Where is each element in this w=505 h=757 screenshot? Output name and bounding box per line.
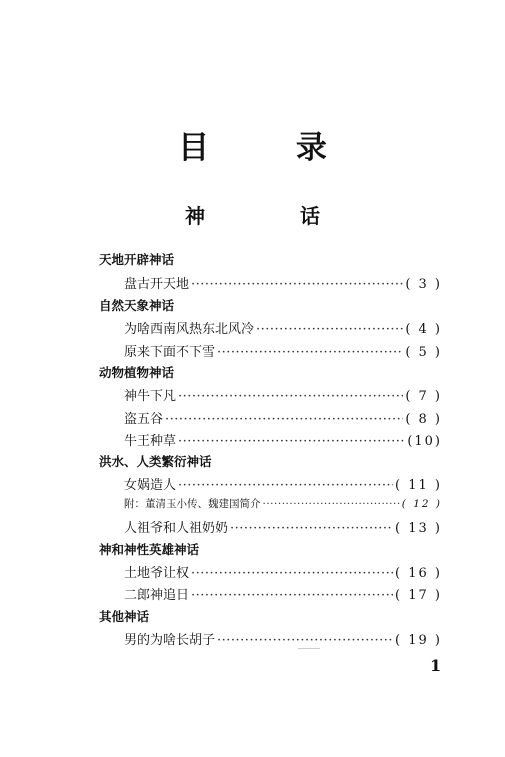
toc-entry-page: ( 3 ) <box>405 277 442 292</box>
dot-leader <box>230 521 393 536</box>
dot-leader <box>178 389 403 404</box>
toc-entry-appendix <box>124 496 442 514</box>
toc-entry <box>124 408 442 426</box>
toc-entry-title: 二郎神追日 <box>124 588 190 603</box>
toc-entry <box>124 517 442 535</box>
toc-section-heading: 洪水、人类繁衍神话 <box>99 454 212 469</box>
dot-leader <box>178 434 405 449</box>
toc-entry-page: ( 16 ) <box>395 566 442 581</box>
toc-section-heading: 天地开辟神话 <box>99 252 175 267</box>
toc-entry <box>124 273 442 291</box>
toc-entry-page: ( 4 ) <box>405 322 442 337</box>
toc-entry-title: 盗五谷 <box>124 412 164 427</box>
toc-entry-title: 附：董清玉小传、魏建国简介 <box>124 498 261 510</box>
dot-leader <box>191 566 393 581</box>
toc-entry-page: (10) <box>407 434 442 449</box>
toc-entry <box>124 629 442 647</box>
toc-entry-page: ( 13 ) <box>395 521 442 536</box>
toc-entry-title: 人祖爷和人祖奶奶 <box>124 521 229 536</box>
toc-entry <box>124 341 442 359</box>
dot-leader <box>191 277 403 292</box>
toc-entry-title: 盘古开天地 <box>124 277 190 292</box>
toc-section-heading: 神和神性英雄神话 <box>99 542 200 557</box>
page-title: 目 录 <box>178 130 365 166</box>
dot-leader <box>165 412 403 427</box>
toc-section-heading: 其他神话 <box>99 609 150 624</box>
toc-entry-title: 神牛下凡 <box>124 389 177 404</box>
dot-leader <box>191 588 393 603</box>
section-heading: 神 话 <box>185 204 364 228</box>
toc-entry-title: 土地爷让权 <box>124 566 190 581</box>
toc-entry-page: ( 7 ) <box>405 389 442 404</box>
toc-entry <box>124 562 442 580</box>
toc-entry <box>124 385 442 403</box>
page-number: 1 <box>430 656 442 675</box>
toc-entry-page: ( 12 ) <box>401 498 442 510</box>
dot-leader <box>217 633 393 648</box>
scan-smudge <box>298 648 320 649</box>
toc-entry-title: 男的为啥长胡子 <box>124 633 216 648</box>
toc-entry-page: ( 19 ) <box>395 633 442 648</box>
toc-entry-title: 牛王种草 <box>124 434 177 449</box>
dot-leader <box>217 345 403 360</box>
toc-entry <box>124 318 442 336</box>
toc-entry-page: ( 17 ) <box>395 588 442 603</box>
toc-entry <box>124 474 442 492</box>
toc-entry <box>124 430 442 448</box>
toc-section-heading: 动物植物神话 <box>99 365 175 380</box>
toc-entry-page: ( 5 ) <box>405 345 442 360</box>
dot-leader <box>263 498 400 510</box>
dot-leader <box>256 322 403 337</box>
toc-entry <box>124 584 442 602</box>
toc-entry-title: 女娲造人 <box>124 478 177 493</box>
toc-entry-title: 为啥西南风热东北风冷 <box>124 322 255 337</box>
toc-section-heading: 自然天象神话 <box>99 298 175 313</box>
toc-entry-title: 原来下面不下雪 <box>124 345 216 360</box>
toc-entry-page: ( 11 ) <box>395 478 442 493</box>
dot-leader <box>178 478 393 493</box>
toc-entry-page: ( 8 ) <box>405 412 442 427</box>
